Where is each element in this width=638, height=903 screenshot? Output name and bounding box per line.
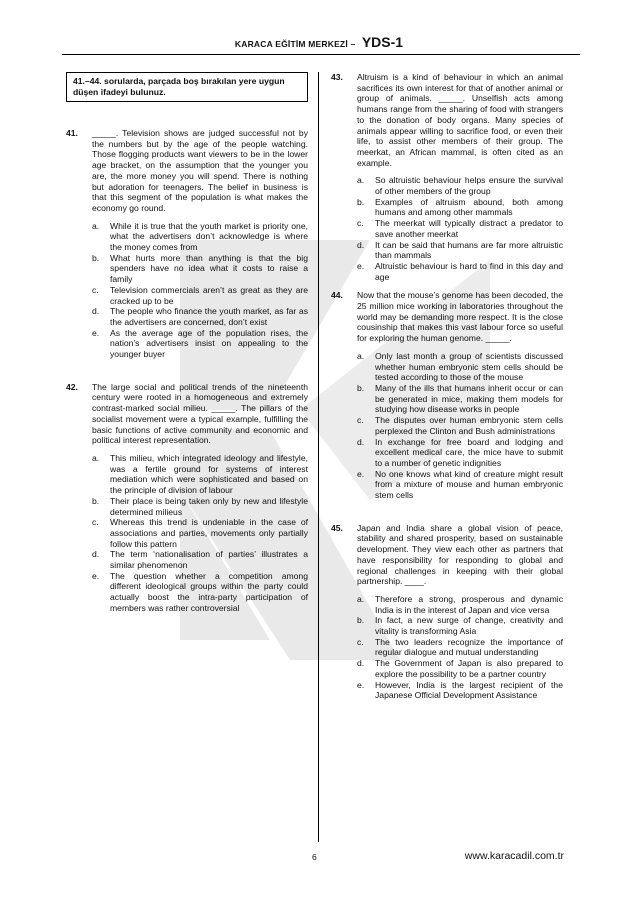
question-text: Japan and India share a global vision of peace, stability and shared prosperity, based on sustainable development. They view each other as partners that have responsibility for responding to global and regional challenges in keeping with their global partnership. ____. bbox=[357, 522, 563, 587]
question-45 bbox=[331, 523, 563, 701]
options-list bbox=[357, 351, 563, 501]
option-text: While it is true that the youth market is priority one, what the advertisers don’t acknowledge is where the money comes from bbox=[110, 220, 308, 253]
option-b[interactable] bbox=[92, 253, 308, 285]
option-text: What hurts more than anything is that the big spenders have no idea what it costs to raise a family bbox=[110, 252, 308, 285]
option-text: This milieu, which integrated ideology and lifestyle, was a fertile ground for systems of interest mediation which were sophisticated and based on the principle of division of labour bbox=[110, 452, 308, 496]
website-link[interactable]: www.karacadil.com.tr bbox=[464, 850, 564, 862]
option-text: Therefore a strong, prosperous and dynamic India is in the interest of Japan and vice versa bbox=[375, 593, 563, 615]
page-number: 6 bbox=[312, 852, 317, 862]
option-letter: c. bbox=[357, 415, 364, 426]
option-e[interactable] bbox=[357, 469, 563, 501]
option-text: Television commercials aren’t as great as they are cracked up to be bbox=[110, 284, 308, 306]
option-e[interactable] bbox=[92, 571, 308, 614]
option-text: Many of the ills that humans inherit occur or can be generated in mice, making them models for studying how disease works in people bbox=[375, 382, 563, 415]
option-a[interactable] bbox=[92, 453, 308, 496]
option-d[interactable] bbox=[357, 658, 563, 679]
question-44 bbox=[331, 290, 563, 500]
option-letter: b. bbox=[92, 495, 100, 506]
option-e[interactable] bbox=[357, 261, 563, 282]
option-letter: c. bbox=[92, 284, 99, 295]
option-a[interactable] bbox=[357, 594, 563, 615]
option-text: However, India is the largest recipient of the Japanese Official Development Assistance bbox=[375, 679, 563, 701]
page-header bbox=[0, 34, 638, 52]
option-text: It can be said that humans are far more altruistic than mammals bbox=[375, 239, 563, 261]
question-43 bbox=[331, 72, 563, 282]
option-c[interactable] bbox=[357, 637, 563, 658]
left-column bbox=[66, 72, 308, 614]
header-rule bbox=[62, 54, 580, 55]
right-column bbox=[331, 72, 563, 701]
option-text: In fact, a new surge of change, creativity and vitality is transforming Asia bbox=[375, 615, 563, 637]
options-list bbox=[357, 175, 563, 282]
option-letter: d. bbox=[357, 239, 365, 250]
option-letter: a. bbox=[92, 452, 100, 463]
question-text: Now that the mouse’s genome has been decoded, the 25 million mice working in laboratories throughout the world may be demanding more respect. It is the close cousinship that makes this vast labour force so useful for exploring the human genome. _____. bbox=[357, 290, 563, 344]
option-text: Examples of altruism abound, both among humans and among other mammals bbox=[375, 196, 563, 218]
question-text: The large social and political trends of the nineteenth century were rooted in a homogeneous and extremely contrast-marked social milieu. _____. The pillars of the socialist movement were a typical example, fulfilling the basic functions of active community and economic and political interest representation. bbox=[92, 381, 308, 446]
option-text: The Government of Japan is also prepared to explore the possibility to be a partner country bbox=[375, 658, 563, 679]
option-text: The meerkat will typically distract a predator to save another meerkat bbox=[375, 218, 563, 239]
option-a[interactable] bbox=[357, 175, 563, 196]
option-letter: a. bbox=[357, 593, 365, 604]
option-letter: e. bbox=[357, 679, 365, 690]
option-letter: e. bbox=[92, 570, 100, 581]
option-letter: d. bbox=[357, 658, 365, 669]
option-letter: a. bbox=[92, 220, 100, 231]
option-letter: d. bbox=[92, 306, 100, 317]
option-text: In exchange for free board and lodging and excellent medical care, the mice have to submit to a number of genetic indignities bbox=[375, 436, 563, 468]
option-letter: e. bbox=[92, 327, 100, 338]
option-b[interactable] bbox=[92, 496, 308, 517]
option-letter: d. bbox=[357, 436, 365, 447]
option-text: Whereas this trend is undeniable in the case of associations and parties, movements only partially follow this pattern bbox=[110, 517, 308, 549]
exam-code: YDS-1 bbox=[361, 34, 404, 50]
option-text: The two leaders recognize the importance of regular dialogue and mutual understanding bbox=[375, 636, 563, 658]
question-number: 44. bbox=[331, 290, 343, 301]
option-text: The disputes over human embryonic stem cells perplexed the Clinton and Bush administrations bbox=[375, 415, 563, 436]
option-letter: c. bbox=[357, 636, 364, 647]
option-text: The question whether a competition among different ideological groups within the party could actually boost the intra-party participation of members was rather controversial bbox=[110, 570, 308, 613]
option-letter: d. bbox=[92, 549, 100, 560]
question-text: _____. Television shows are judged successful not by the numbers but by the age of the people watching. Those flogging products want viewers to be in the lower age bracket, on the assumption that the younger you are, the more money you will spend. There is nothing but adoration for teenagers. The belief in business is that this segment of the population is what makes the economy go round. bbox=[92, 128, 308, 213]
options-list bbox=[92, 453, 308, 614]
column-divider bbox=[318, 72, 319, 842]
option-letter: a. bbox=[357, 175, 365, 186]
option-letter: b. bbox=[357, 196, 365, 207]
options-list bbox=[357, 594, 563, 701]
instructions-box: 41.–44. sorularda, parçada boş bırakılan yere uygun düşen ifadeyi bulunuz. bbox=[66, 72, 308, 102]
option-text: No one knows what kind of creature might result from a mixture of mouse and human embryonic stem cells bbox=[375, 468, 563, 501]
option-c[interactable] bbox=[357, 218, 563, 239]
option-d[interactable] bbox=[357, 240, 563, 261]
institution-name: KARACA EĞİTİM MERKEZİ – bbox=[234, 39, 356, 49]
option-text: Altruistic behaviour is hard to find in this day and age bbox=[375, 260, 563, 282]
question-41 bbox=[66, 128, 308, 360]
option-letter: b. bbox=[357, 382, 365, 393]
option-letter: a. bbox=[357, 350, 365, 361]
question-number: 41. bbox=[66, 128, 78, 138]
option-c[interactable] bbox=[92, 285, 308, 306]
option-d[interactable] bbox=[92, 306, 308, 327]
option-text: The term ‘nationalisation of parties’ illustrates a similar phenomenon bbox=[110, 549, 308, 571]
option-b[interactable] bbox=[357, 383, 563, 415]
option-text: Only last month a group of scientists discussed whether human embryonic stem cells should be tested according to those of the mouse bbox=[375, 350, 563, 383]
option-d[interactable] bbox=[357, 437, 563, 469]
option-text: So altruistic behaviour helps ensure the survival of other members of the group bbox=[375, 175, 563, 197]
question-number: 42. bbox=[66, 381, 78, 392]
question-number: 45. bbox=[331, 522, 343, 533]
option-letter: b. bbox=[357, 615, 365, 626]
option-a[interactable] bbox=[92, 221, 308, 253]
question-42 bbox=[66, 382, 308, 614]
option-letter: b. bbox=[92, 252, 100, 263]
option-text: The people who finance the youth market, as far as the advertisers are concerned, don’t exist bbox=[110, 306, 308, 327]
option-c[interactable] bbox=[357, 415, 563, 436]
option-letter: c. bbox=[357, 218, 364, 229]
option-text: Their place is being taken only by new and lifestyle determined milieus bbox=[110, 495, 308, 517]
option-letter: e. bbox=[357, 468, 365, 479]
option-letter: c. bbox=[92, 517, 99, 528]
option-text: As the average age of the population rises, the nation’s advertisers insist on appealing to the younger buyer bbox=[110, 327, 308, 360]
options-list bbox=[92, 221, 308, 360]
option-b[interactable] bbox=[357, 615, 563, 636]
option-e[interactable] bbox=[357, 680, 563, 701]
option-a[interactable] bbox=[357, 351, 563, 383]
option-letter: e. bbox=[357, 260, 365, 271]
option-c[interactable] bbox=[92, 517, 308, 549]
question-text: Altruism is a kind of behaviour in which an animal sacrifices its own interest for that of another animal or group of animals. _____. Unselfish acts among humans range from the sharing of food with strangers to the donation of body organs. Many species of animals appear willing to sacrifice food, or even their life, to assist other members of their group. The meerkat, an African mammal, is often cited as an example. bbox=[357, 72, 563, 168]
question-number: 43. bbox=[331, 72, 343, 82]
option-d[interactable] bbox=[92, 549, 308, 570]
option-e[interactable] bbox=[92, 328, 308, 360]
option-b[interactable] bbox=[357, 197, 563, 218]
